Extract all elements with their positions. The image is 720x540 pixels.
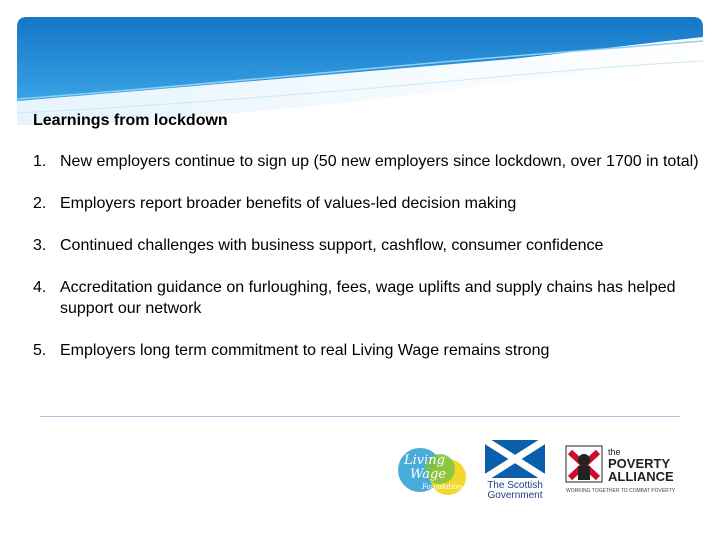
divider-line xyxy=(40,416,680,417)
scottish-gov-line1: The Scottish xyxy=(487,480,543,491)
list-item xyxy=(33,340,713,361)
list-number: 4. xyxy=(33,279,47,296)
poverty-alliance-logo xyxy=(564,444,679,496)
list-text: Accreditation guidance on furloughing, fees, wage uplifts and supply chains has helped support our network xyxy=(60,279,676,317)
living-wage-line1: Living xyxy=(404,453,445,468)
list-number: 3. xyxy=(33,237,47,254)
slide-title: Learnings from lockdown xyxy=(33,112,228,129)
scottish-government-logo xyxy=(480,440,550,500)
living-wage-foundation-logo xyxy=(398,437,474,503)
poverty-alliance-line2: POVERTY xyxy=(608,456,671,471)
list-item xyxy=(33,193,713,214)
header-wave-banner xyxy=(17,17,703,125)
poverty-alliance-line3: ALLIANCE xyxy=(608,469,674,484)
list-number: 1. xyxy=(33,153,47,170)
living-wage-line2: Wage xyxy=(410,467,446,482)
list-item xyxy=(33,235,713,256)
poverty-alliance-tagline: WORKING TOGETHER TO COMBAT POVERTY xyxy=(566,488,676,494)
list-text: Employers long term commitment to real Living Wage remains strong xyxy=(60,342,550,359)
list-number: 2. xyxy=(33,195,47,212)
scottish-gov-line2: Government xyxy=(487,490,543,500)
list-text: Continued challenges with business support, cashflow, consumer confidence xyxy=(60,237,604,254)
list-text: New employers continue to sign up (50 new employers since lockdown, over 1700 in total) xyxy=(60,153,699,170)
list-item xyxy=(33,277,713,319)
list-number: 5. xyxy=(33,342,47,359)
learnings-list xyxy=(33,151,713,382)
list-text: Employers report broader benefits of values-led decision making xyxy=(60,195,517,212)
living-wage-line3: Foundation xyxy=(422,483,463,491)
poverty-alliance-line1: the xyxy=(608,447,621,457)
list-item xyxy=(33,151,713,172)
